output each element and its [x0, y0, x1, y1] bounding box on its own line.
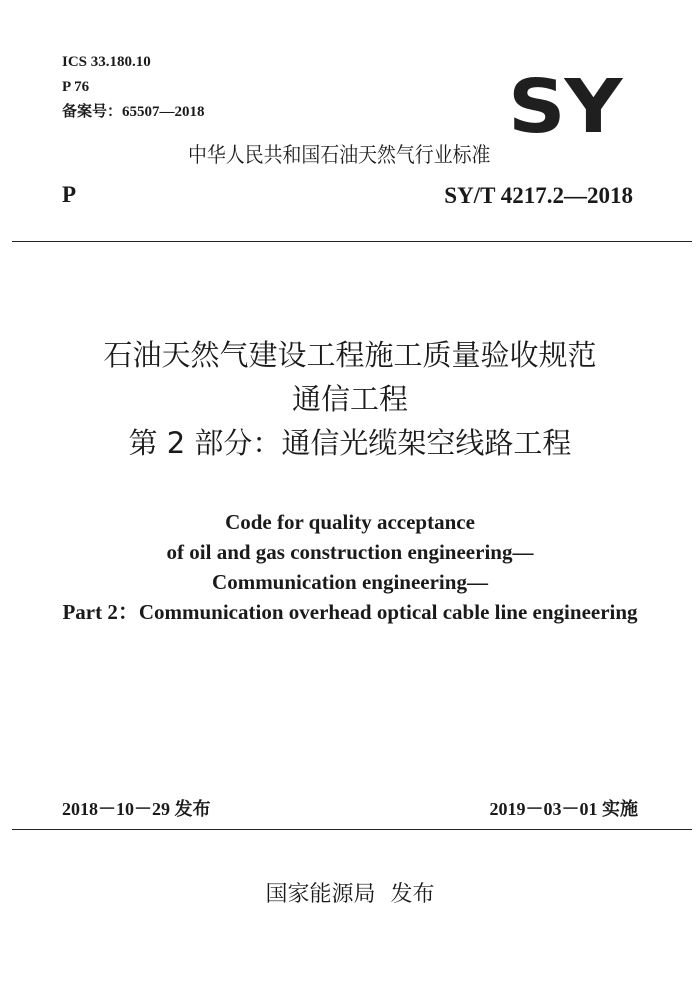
- issuing-authority: 国家能源局 发布: [265, 882, 435, 907]
- title-en-line-2: of oil and gas construction engineering—: [166, 540, 534, 564]
- industry-standard-title: 中华人民共和国石油天然气行业标准: [188, 143, 491, 167]
- standard-category-letter: P: [62, 182, 77, 207]
- record-number: 备案号：65507—2018: [62, 104, 205, 120]
- category-code: P 76: [62, 79, 90, 95]
- publish-date: 2018－10－29 发布: [62, 799, 211, 819]
- bottom-divider: [12, 829, 692, 830]
- sy-logo: SY: [508, 64, 622, 150]
- title-cn-line-2: 通信工程: [291, 382, 408, 416]
- standard-number: SY/T 4217.2—2018: [444, 183, 633, 208]
- title-cn-line-3: 第 2 部分：通信光缆架空线路工程: [128, 426, 572, 460]
- title-en-line-4: Part 2：Communication overhead optical cable line engineering: [62, 600, 638, 624]
- title-en-line-1: Code for quality acceptance: [225, 510, 475, 534]
- effective-date: 2019－03－01 实施: [489, 799, 638, 819]
- top-divider: [12, 241, 692, 242]
- title-en-line-3: Communication engineering—: [212, 570, 488, 594]
- ics-code: ICS 33.180.10: [62, 54, 151, 70]
- title-cn-line-1: 石油天然气建设工程施工质量验收规范: [103, 338, 597, 372]
